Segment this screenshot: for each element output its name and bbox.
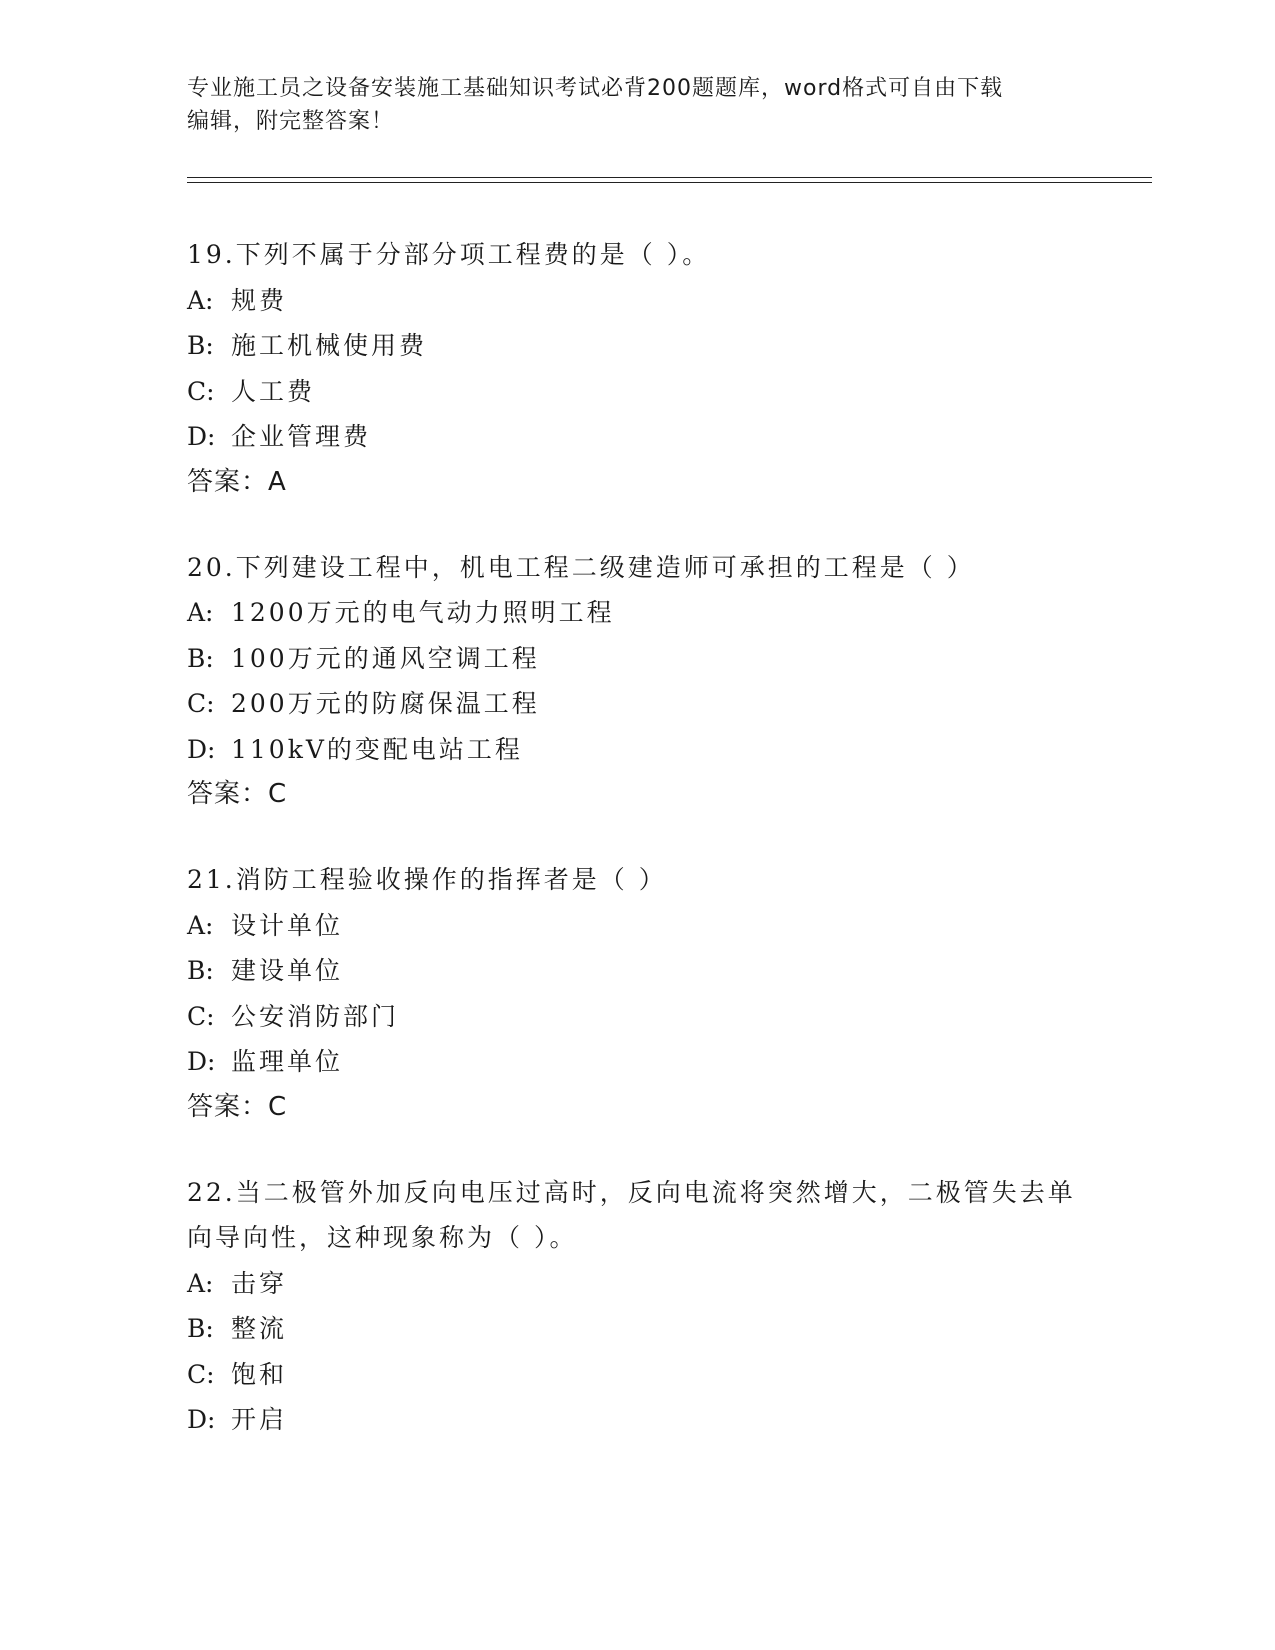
option-c bbox=[187, 681, 1087, 727]
option-c bbox=[187, 1352, 1087, 1398]
option-letter: A: bbox=[187, 598, 214, 627]
option-b bbox=[187, 948, 1087, 994]
option-text: 建设单位 bbox=[231, 956, 344, 985]
option-text: 开启 bbox=[231, 1405, 288, 1434]
question-21 bbox=[187, 857, 1087, 1130]
question-list bbox=[187, 232, 1087, 1483]
option-letter: D: bbox=[187, 422, 216, 451]
option-letter: C: bbox=[187, 1359, 215, 1389]
question-stem: 21.消防工程验收操作的指挥者是（ ） bbox=[187, 865, 667, 894]
option-letter: B: bbox=[187, 956, 214, 985]
option-a bbox=[187, 278, 1087, 324]
option-text: 100万元的通风空调工程 bbox=[231, 643, 540, 673]
option-letter: D: bbox=[187, 1047, 216, 1076]
option-b bbox=[187, 636, 1087, 682]
question-stem: 20.下列建设工程中，机电工程二级建造师可承担的工程是（ ） bbox=[187, 552, 975, 582]
question-20 bbox=[187, 545, 1087, 818]
option-a bbox=[187, 590, 1087, 636]
header-divider-top bbox=[187, 177, 1152, 178]
question-stem: 22.当二极管外加反向电压过高时，反向电流将突然增大，二极管失去单向导向性，这种现象称为（ ）。 bbox=[187, 1177, 1076, 1252]
option-text: 整流 bbox=[231, 1314, 288, 1343]
option-text: 施工机械使用费 bbox=[231, 331, 428, 360]
header-line-1: 专业施工员之设备安装施工基础知识考试必背200题题库，word格式可自由下载 bbox=[187, 76, 1004, 101]
option-text: 公安消防部门 bbox=[231, 1001, 400, 1031]
option-text: 1200万元的电气动力照明工程 bbox=[231, 598, 615, 627]
option-c bbox=[187, 369, 1087, 415]
option-letter: C: bbox=[187, 376, 215, 406]
option-text: 200万元的防腐保温工程 bbox=[231, 689, 540, 718]
option-letter: A: bbox=[187, 910, 214, 940]
option-d bbox=[187, 727, 1087, 773]
option-letter: D: bbox=[187, 1405, 216, 1434]
option-text: 企业管理费 bbox=[231, 422, 372, 451]
option-letter: B: bbox=[187, 1314, 214, 1343]
option-d bbox=[187, 1397, 1087, 1443]
option-d bbox=[187, 1039, 1087, 1085]
option-c bbox=[187, 994, 1087, 1040]
option-text: 设计单位 bbox=[231, 910, 344, 940]
option-b bbox=[187, 323, 1087, 369]
option-letter: A: bbox=[187, 285, 214, 315]
answer-line: 答案：C bbox=[187, 1091, 288, 1122]
option-text: 人工费 bbox=[231, 376, 316, 406]
option-text: 击穿 bbox=[231, 1268, 288, 1298]
question-19 bbox=[187, 232, 1087, 505]
option-a bbox=[187, 903, 1087, 949]
option-letter: B: bbox=[187, 331, 214, 360]
option-letter: B: bbox=[187, 643, 214, 673]
option-text: 饱和 bbox=[231, 1359, 288, 1389]
option-b bbox=[187, 1306, 1087, 1352]
question-stem: 19.下列不属于分部分项工程费的是（ ）。 bbox=[187, 240, 711, 269]
document-header bbox=[187, 72, 1067, 138]
answer-line: 答案：C bbox=[187, 779, 288, 809]
option-letter: C: bbox=[187, 689, 215, 718]
option-letter: D: bbox=[187, 734, 216, 764]
option-a bbox=[187, 1261, 1087, 1307]
option-d bbox=[187, 414, 1087, 460]
option-text: 110kV的变配电站工程 bbox=[231, 734, 523, 764]
header-line-2: 编辑，附完整答案！ bbox=[187, 109, 395, 134]
answer-line: 答案：A bbox=[187, 466, 287, 497]
option-text: 规费 bbox=[231, 285, 288, 315]
option-text: 监理单位 bbox=[231, 1047, 344, 1076]
question-22 bbox=[187, 1170, 1087, 1443]
header-divider-bottom bbox=[187, 182, 1152, 183]
option-letter: A: bbox=[187, 1268, 214, 1298]
option-letter: C: bbox=[187, 1001, 215, 1031]
